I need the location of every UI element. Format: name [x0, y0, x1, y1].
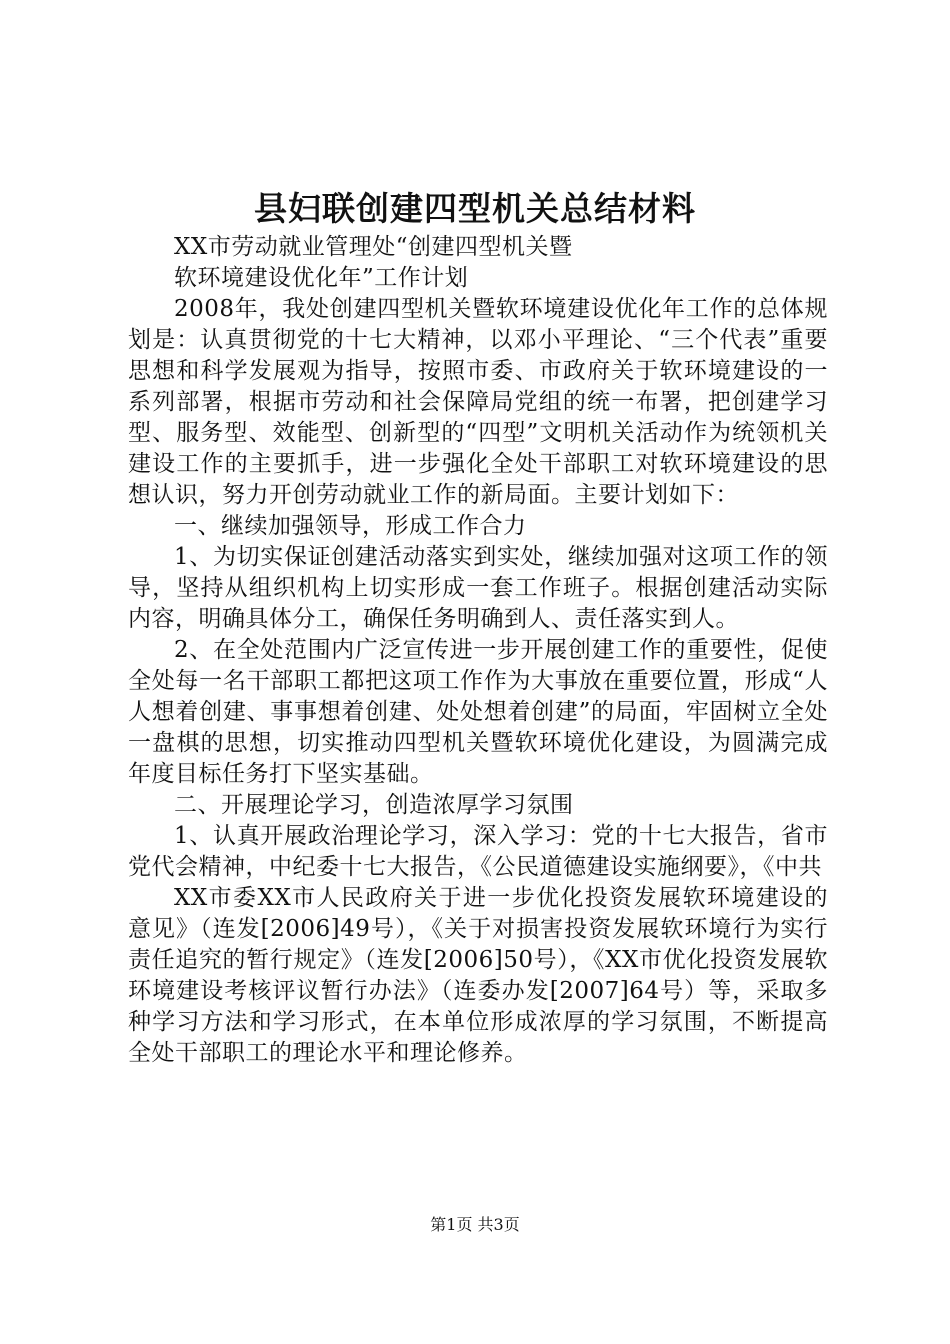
paragraph: 1、为切实保证创建活动落实到实处，继续加强对这项工作的领导，坚持从组织机构上切实形成一套工作班子。根据创建活动实际内容，明确具体分工，确保任务明确到人、责任落实到人。 — [128, 544, 828, 632]
document-title: 县妇联创建四型机关总结材料 — [254, 189, 696, 228]
paragraph: 2、在全处范围内广泛宣传进一步开展创建工作的重要性，促使全处每一名干部职工都把这项工作作为大事放在重要位置，形成“人人想着创建、事事想着创建、处处想着创建”的局面，牢固树立全处一盘棋的思想，切实推动四型机关暨软环境优化建设，为圆满完成年度目标任务打下坚实基础。 — [128, 637, 828, 787]
paragraph: 软环境建设优化年”工作计划 — [174, 265, 469, 291]
paragraph: XX市委XX市人民政府关于进一步优化投资发展软环境建设的意见》（连发[2006]49号），《关于对损害投资发展软环境行为实行责任追究的暂行规定》（连发[2006]50号），《XX市优化投资发展软环境建设考核评议暂行办法》（连委办发[2007]64号）等，采取多种学习方法和学习形式，在本单位形成浓厚的学习氛围，不断提高全处干部职工的理论水平和理论修养。 — [128, 885, 828, 1066]
paragraph: XX市劳动就业管理处“创建四型机关暨 — [174, 234, 573, 260]
page-footer: 第1页 共3页 — [430, 1215, 520, 1234]
section-heading: 二、开展理论学习，创造浓厚学习氛围 — [174, 792, 574, 818]
paragraph: 2008年，我处创建四型机关暨软环境建设优化年工作的总体规划是：认真贯彻党的十七大精神，以邓小平理论、“三个代表”重要思想和科学发展观为指导，按照市委、市政府关于软环境建设的一系列部署，根据市劳动和社会保障局党组的统一布署，把创建学习型、服务型、效能型、创新型的“四型”文明机关活动作为统领机关建设工作的主要抓手，进一步强化全处干部职工对软环境建设的思想认识，努力开创劳动就业工作的新局面。主要计划如下： — [128, 296, 828, 508]
paragraph: 1、认真开展政治理论学习，深入学习：党的十七大报告，省市党代会精神，中纪委十七大报告，《公民道德建设实施纲要》，《中共 — [128, 823, 828, 880]
section-heading: 一、继续加强领导，形成工作合力 — [174, 513, 527, 539]
document-body — [128, 232, 828, 1069]
